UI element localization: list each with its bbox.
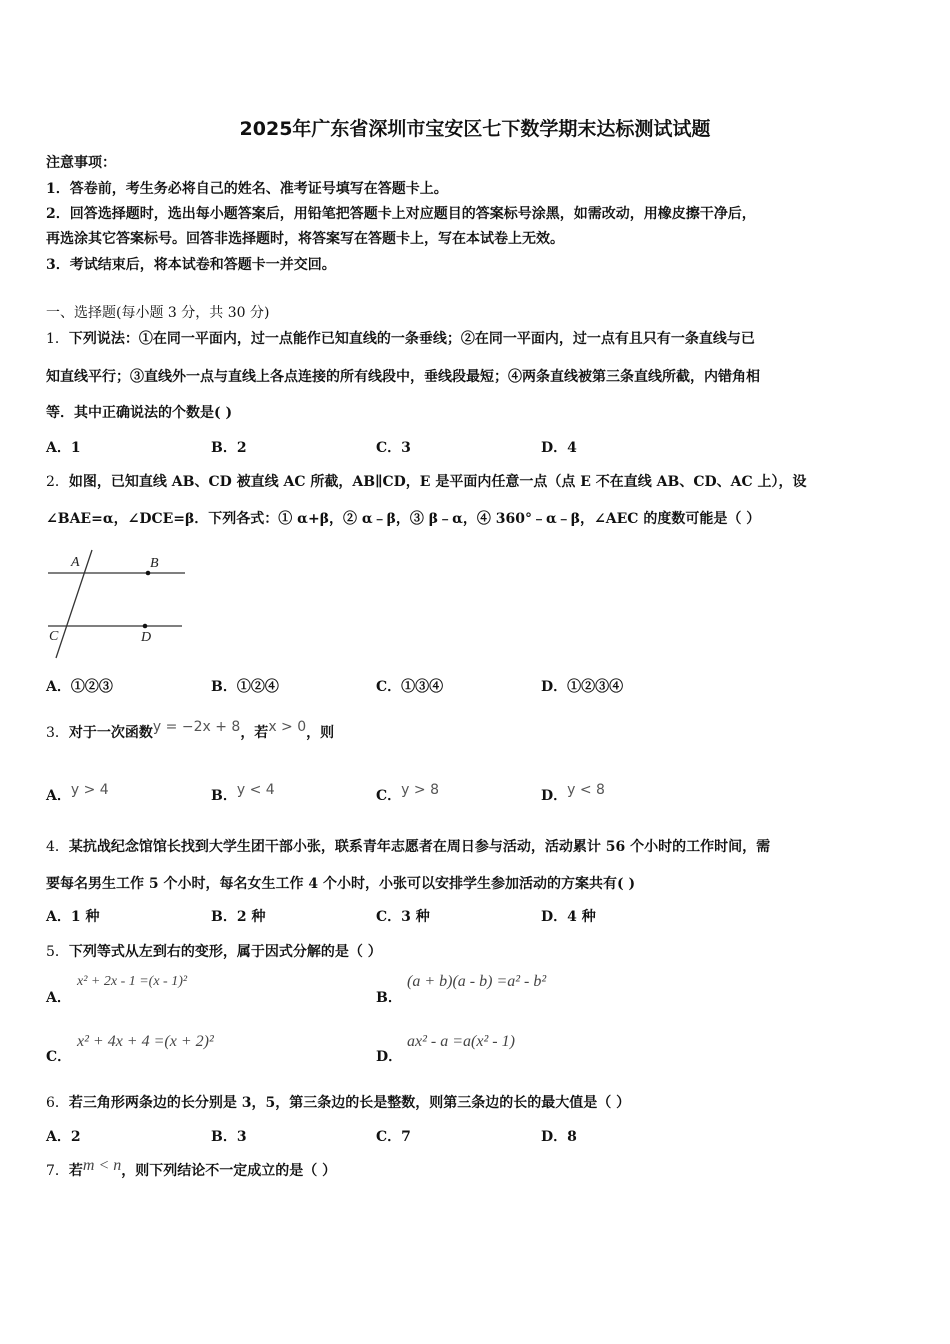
- math-expression: x² + 4x + 4 =(x + 2)²: [77, 1033, 214, 1050]
- math-expression: y < 4: [236, 782, 275, 798]
- question-1: [46, 328, 755, 348]
- math-expression: x > 0: [268, 719, 307, 735]
- option-b: [211, 782, 275, 805]
- question-number: 7．: [46, 1163, 69, 1179]
- option-letter: B．: [211, 788, 237, 804]
- math-expression: m < n: [82, 1157, 122, 1174]
- question-text: 下列等式从左到右的变形，属于因式分解的是（ ）: [68, 944, 382, 960]
- question-text: 知直线平行；③直线外一点与直线上各点连接的所有线段中，垂线段最短；④两条直线被第三条直线所截，内错角相: [46, 369, 760, 385]
- option-c: C．①③④: [376, 679, 444, 695]
- option-a: A．: [46, 990, 71, 1006]
- option-d: [541, 782, 605, 805]
- question-text: 等．其中正确说法的个数是( ): [46, 405, 233, 421]
- notice-item: 1．答卷前，考生务必将自己的姓名、准考证号填写在答题卡上。: [46, 181, 448, 197]
- question-2: [46, 471, 806, 491]
- option-c: [376, 782, 439, 805]
- option-a: A．1: [46, 440, 81, 456]
- question-number: 1．: [46, 331, 69, 347]
- math-expression: y > 4: [70, 782, 109, 798]
- question-text: 如图，已知直线 AB、CD 被直线 AC 所截，AB∥CD，E 是平面内任意一点（点 E 不在直线 AB、CD、AC 上），设: [68, 474, 807, 490]
- option-a: A．①②③: [46, 679, 113, 695]
- option-a: A．1 种: [46, 909, 100, 925]
- option-b: B．2: [211, 440, 247, 456]
- math-expression: y < 8: [567, 782, 605, 798]
- notice-heading: 注意事项：: [46, 155, 116, 171]
- option-d: D．8: [541, 1129, 577, 1145]
- question-5: [46, 941, 382, 961]
- page-title: 2025年广东省深圳市宝安区七下数学期末达标测试试题: [239, 118, 711, 140]
- label-b: B: [150, 556, 159, 571]
- question-4: [46, 836, 770, 856]
- question-6: [46, 1092, 630, 1112]
- question-text: 对于一次函数: [68, 725, 153, 741]
- option-a: [46, 782, 109, 805]
- option-c: C．7: [376, 1129, 411, 1145]
- option-a: A．2: [46, 1129, 81, 1145]
- question-number: 5．: [46, 944, 69, 960]
- point-b: [146, 571, 151, 576]
- label-d: D: [141, 630, 152, 645]
- option-d: D．①②③④: [541, 679, 624, 695]
- option-c: C．3 种: [376, 909, 430, 925]
- question-3: [46, 719, 335, 742]
- question-text: ，若: [240, 725, 269, 741]
- option-d: D．4 种: [541, 909, 596, 925]
- question-7: [46, 1157, 337, 1180]
- parallel-lines-figure: [44, 548, 190, 663]
- question-text: ，则下列结论不一定成立的是（ ）: [121, 1163, 337, 1179]
- label-a: A: [71, 555, 80, 570]
- question-text: 若: [68, 1163, 83, 1179]
- math-expression: ax² - a =a(x² - 1): [407, 1033, 515, 1050]
- section-heading: 一、选择题(每小题 3 分，共 30 分): [46, 305, 270, 321]
- question-number: 6．: [46, 1095, 69, 1111]
- option-c: C．: [46, 1049, 72, 1065]
- question-text: 下列说法：①在同一平面内，过一点能作已知直线的一条垂线；②在同一平面内，过一点有且只有一条直线与已: [68, 331, 755, 347]
- option-letter: A．: [46, 788, 71, 804]
- notice-item: 3．考试结束后，将本试卷和答题卡一并交回。: [46, 257, 336, 273]
- option-c: C．3: [376, 440, 411, 456]
- question-text: 某抗战纪念馆馆长找到大学生团干部小张，联系青年志愿者在周日参与活动，活动累计 56 个小时的工作时间，需: [68, 839, 771, 855]
- math-expression: y = −2x + 8: [152, 719, 241, 735]
- option-d: D．4: [541, 440, 577, 456]
- option-letter: C．: [376, 788, 402, 804]
- option-b: B．①②④: [211, 679, 279, 695]
- question-text: 若三角形两条边的长分别是 3，5，第三条边的长是整数，则第三条边的长的最大值是（ ）: [68, 1095, 631, 1111]
- math-expression: (a + b)(a - b) =a² - b²: [407, 973, 547, 990]
- question-number: 2．: [46, 474, 69, 490]
- option-b: B．: [376, 990, 402, 1006]
- label-c: C: [49, 629, 59, 644]
- question-number: 4．: [46, 839, 69, 855]
- math-expression: y > 8: [401, 782, 439, 798]
- question-text: ，则: [306, 725, 335, 741]
- notice-item: 再选涂其它答案标号。回答非选择题时，将答案写在答题卡上，写在本试卷上无效。: [46, 231, 564, 247]
- point-d: [143, 624, 148, 629]
- math-expression: x² + 2x - 1 =(x - 1)²: [77, 974, 188, 989]
- option-b: B．3: [211, 1129, 247, 1145]
- question-number: 3．: [46, 725, 69, 741]
- notice-item: 2．回答选择题时，选出每小题答案后，用铅笔把答题卡上对应题目的答案标号涂黑，如需改动，用橡皮擦干净后，: [46, 206, 756, 222]
- option-letter: D．: [541, 788, 568, 804]
- option-d: D．: [376, 1049, 403, 1065]
- question-text: 要每名男生工作 5 个小时，每名女生工作 4 个小时，小张可以安排学生参加活动的方案共有( ): [46, 876, 636, 892]
- option-b: B．2 种: [211, 909, 266, 925]
- question-text: ∠BAE=α，∠DCE=β．下列各式：① α+β，② α﹣β，③ β﹣α，④ 360°﹣α﹣β，∠AEC 的度数可能是（ ）: [46, 511, 761, 527]
